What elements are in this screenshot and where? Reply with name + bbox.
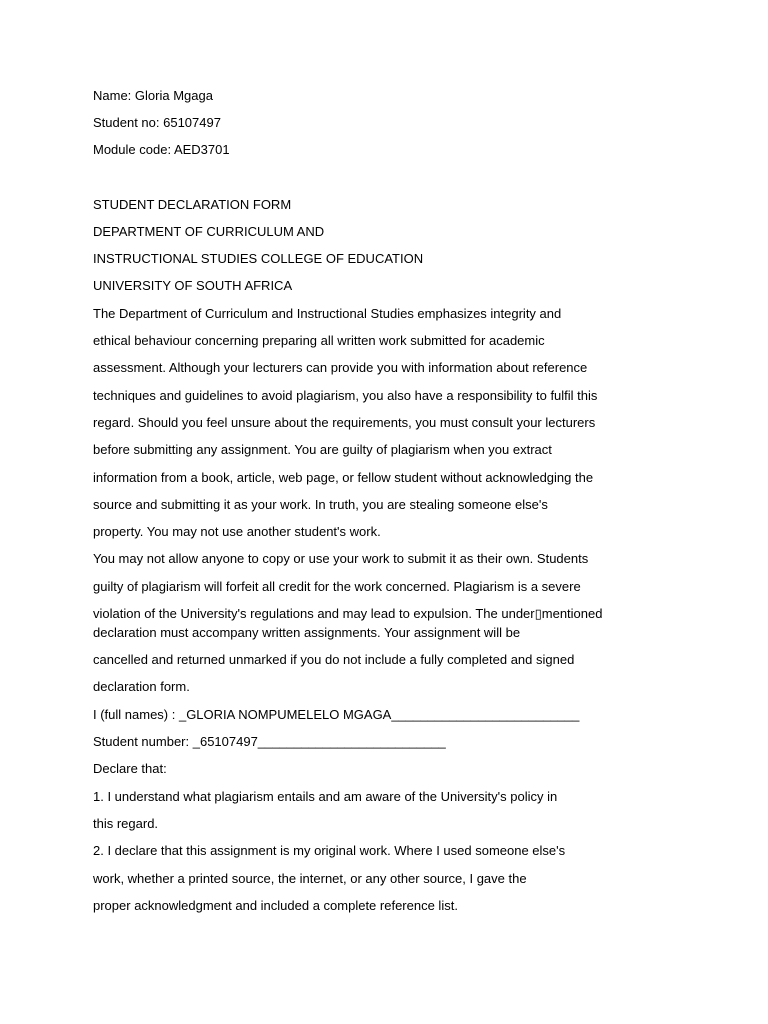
body-line: before submitting any assignment. You are guilty of plagiarism when you extract (93, 442, 552, 457)
student-number-field: Student number: _65107497__________________________ (93, 734, 446, 749)
declaration-item-line: this regard. (93, 816, 159, 831)
declare-that-label: Declare that: (93, 761, 167, 776)
body-line: regard. Should you feel unsure about the requirements, you must consult your lecturers (93, 415, 596, 430)
body-line: property. You may not use another student's work. (93, 524, 381, 539)
declaration-item-line: 1. I understand what plagiarism entails and am aware of the University's policy in (93, 789, 558, 804)
declaration-item-line: 2. I declare that this assignment is my original work. Where I used someone else's (93, 843, 566, 858)
body-line: ethical behaviour concerning preparing all written work submitted for academic (93, 333, 545, 348)
full-names-field: I (full names) : _GLORIA NOMPUMELELO MGAGA__________________________ (93, 707, 580, 722)
declaration-item-line: work, whether a printed source, the internet, or any other source, I gave the (93, 871, 527, 886)
body-line: declaration must accompany written assignments. Your assignment will be (93, 625, 521, 640)
body-line: information from a book, article, web page, or fellow student without acknowledging the (93, 470, 594, 485)
body-line: cancelled and returned unmarked if you do not include a fully completed and signed (93, 652, 575, 667)
declaration-item-line: proper acknowledgment and included a complete reference list. (93, 898, 458, 913)
body-line: The Department of Curriculum and Instructional Studies emphasizes integrity and (93, 306, 562, 321)
body-line: You may not allow anyone to copy or use your work to submit it as their own. Students (93, 551, 589, 566)
university-name: UNIVERSITY OF SOUTH AFRICA (93, 278, 293, 293)
body-line: guilty of plagiarism will forfeit all credit for the work concerned. Plagiarism is a severe (93, 579, 581, 594)
department-line-1: DEPARTMENT OF CURRICULUM AND (93, 224, 325, 239)
body-line: declaration form. (93, 679, 190, 694)
student-number-line: Student no: 65107497 (93, 115, 221, 130)
body-line: source and submitting it as your work. In truth, you are stealing someone else's (93, 497, 548, 512)
module-code-line: Module code: AED3701 (93, 142, 230, 157)
body-line: assessment. Although your lecturers can provide you with information about reference (93, 360, 588, 375)
form-title: STUDENT DECLARATION FORM (93, 197, 292, 212)
department-line-2: INSTRUCTIONAL STUDIES COLLEGE OF EDUCATION (93, 251, 424, 266)
body-line: violation of the University's regulations and may lead to expulsion. The under▯mentioned (93, 606, 603, 621)
body-line: techniques and guidelines to avoid plagiarism, you also have a responsibility to fulfil this (93, 388, 598, 403)
student-name-line: Name: Gloria Mgaga (93, 88, 213, 103)
